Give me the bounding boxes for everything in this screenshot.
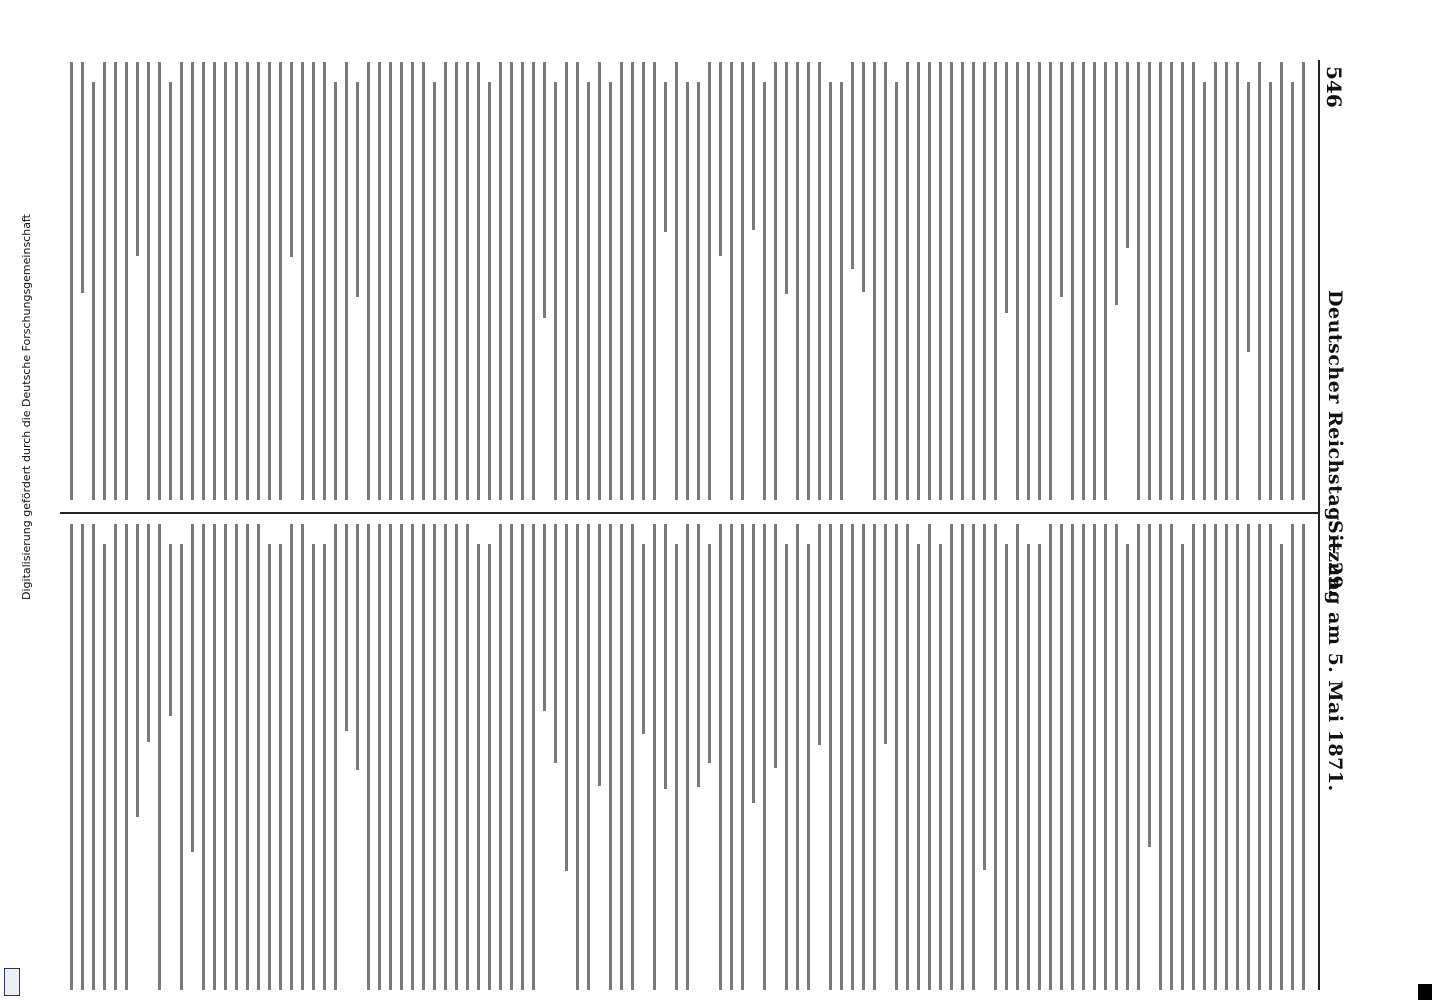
text-line <box>1082 524 1085 990</box>
text-line <box>1302 62 1305 500</box>
text-line <box>1005 62 1008 313</box>
text-line <box>257 62 260 500</box>
text-line <box>246 524 249 990</box>
text-line <box>1203 524 1206 990</box>
text-line <box>1236 524 1239 990</box>
text-line <box>114 62 117 500</box>
text-line <box>1027 62 1030 500</box>
text-line <box>1137 524 1140 990</box>
text-line <box>1126 544 1129 990</box>
text-line <box>136 524 139 817</box>
text-line <box>510 62 513 500</box>
text-line <box>873 524 876 990</box>
text-line <box>466 524 469 990</box>
digitization-credit: Digitalisierung gefördert durch die Deutsche Forschungsgemeinschaft <box>20 214 33 600</box>
text-line <box>213 62 216 500</box>
text-line <box>554 524 557 763</box>
text-line <box>444 524 447 990</box>
text-line <box>1280 544 1283 990</box>
text-line <box>1071 62 1074 500</box>
text-line <box>1159 524 1162 990</box>
text-line <box>1137 62 1140 500</box>
text-line <box>708 544 711 763</box>
text-line <box>1038 62 1041 500</box>
text-line <box>1258 62 1261 500</box>
text-line <box>213 524 216 990</box>
page-number: 546 <box>1322 66 1346 108</box>
text-line <box>653 62 656 500</box>
text-line <box>1291 82 1294 500</box>
text-line <box>675 544 678 990</box>
text-line <box>1214 524 1217 990</box>
text-line <box>1115 62 1118 305</box>
text-line <box>169 82 172 500</box>
text-line <box>664 524 667 789</box>
text-line <box>235 524 238 990</box>
text-line <box>763 82 766 500</box>
text-line <box>554 82 557 500</box>
text-line <box>1203 82 1206 500</box>
text-line <box>378 62 381 500</box>
text-line <box>279 544 282 990</box>
text-line <box>367 524 370 990</box>
text-line <box>697 524 700 787</box>
text-line <box>928 62 931 500</box>
text-line <box>763 524 766 990</box>
text-line <box>147 62 150 500</box>
text-line <box>928 524 931 990</box>
text-line <box>686 524 689 990</box>
column-separator <box>60 512 1320 514</box>
text-line <box>565 62 568 500</box>
text-line <box>202 524 205 990</box>
text-line <box>389 524 392 990</box>
text-line <box>1280 62 1283 500</box>
text-line <box>510 524 513 990</box>
text-line <box>103 544 106 990</box>
text-line <box>1016 524 1019 990</box>
text-line <box>1170 62 1173 500</box>
running-title: Deutscher Reichstag. — 29. <box>1324 290 1346 597</box>
text-line <box>345 524 348 731</box>
text-line <box>873 62 876 500</box>
text-line <box>125 524 128 990</box>
text-line <box>1115 524 1118 990</box>
text-line <box>972 524 975 990</box>
text-line <box>642 544 645 734</box>
text-line <box>1302 524 1305 990</box>
text-line <box>741 62 744 500</box>
text-line <box>1258 524 1261 990</box>
text-line <box>224 62 227 500</box>
text-line <box>675 62 678 500</box>
text-line <box>609 524 612 990</box>
text-line <box>323 544 326 990</box>
text-line <box>422 62 425 500</box>
text-line <box>356 82 359 297</box>
text-line <box>631 62 634 500</box>
text-line <box>323 62 326 500</box>
text-line <box>752 62 755 230</box>
text-line <box>543 62 546 318</box>
text-line <box>1181 544 1184 990</box>
text-line <box>532 62 535 500</box>
text-line <box>587 524 590 990</box>
text-line <box>1016 62 1019 500</box>
text-line <box>774 524 777 768</box>
text-line <box>246 62 249 500</box>
text-line <box>400 62 403 500</box>
text-line <box>147 524 150 742</box>
text-line <box>697 82 700 500</box>
text-line <box>884 524 887 744</box>
text-line <box>356 524 359 770</box>
text-line <box>191 62 194 500</box>
text-line <box>1181 62 1184 500</box>
text-line <box>1104 524 1107 990</box>
text-line <box>1247 524 1250 990</box>
text-line <box>1049 524 1052 990</box>
text-line <box>521 62 524 500</box>
text-line <box>389 62 392 500</box>
text-line <box>774 62 777 500</box>
text-line <box>1049 62 1052 500</box>
text-line <box>1126 62 1129 248</box>
text-line <box>961 62 964 500</box>
text-line <box>884 62 887 500</box>
text-line <box>312 62 315 500</box>
text-line <box>345 62 348 500</box>
text-line <box>686 82 689 500</box>
text-line <box>631 524 634 990</box>
text-line <box>994 524 997 990</box>
text-line <box>92 524 95 990</box>
text-line <box>730 62 733 500</box>
text-line <box>543 524 546 711</box>
text-line <box>92 82 95 500</box>
text-line <box>939 544 942 990</box>
text-line <box>1027 544 1030 990</box>
text-line <box>499 524 502 990</box>
text-line <box>180 62 183 500</box>
text-line <box>70 524 73 990</box>
text-line <box>334 524 337 990</box>
text-line <box>653 524 656 990</box>
text-line <box>664 82 667 232</box>
text-line <box>1269 524 1272 990</box>
text-line <box>796 62 799 500</box>
text-line <box>279 62 282 500</box>
text-line <box>158 524 161 990</box>
text-line <box>499 62 502 500</box>
text-line <box>576 524 579 990</box>
text-line <box>840 82 843 500</box>
text-line <box>950 62 953 500</box>
text-line <box>455 62 458 500</box>
text-line <box>565 524 568 871</box>
text-line <box>1093 62 1096 500</box>
text-line <box>829 82 832 500</box>
text-line <box>862 62 865 292</box>
text-line <box>576 62 579 500</box>
text-line <box>433 82 436 500</box>
text-line <box>257 524 260 990</box>
text-line <box>70 62 73 500</box>
text-line <box>477 544 480 990</box>
text-line <box>895 524 898 990</box>
text-line <box>488 544 491 990</box>
text-line <box>851 524 854 990</box>
text-line <box>719 62 722 256</box>
text-line <box>961 524 964 990</box>
text-line <box>1170 524 1173 990</box>
text-line <box>730 524 733 990</box>
text-line <box>1291 524 1294 990</box>
text-line <box>708 62 711 500</box>
text-line <box>312 544 315 990</box>
text-line <box>906 62 909 500</box>
text-line <box>411 62 414 500</box>
text-line <box>488 82 491 500</box>
text-line <box>400 524 403 990</box>
text-line <box>301 62 304 500</box>
scan-corner-mark <box>1418 984 1432 1000</box>
text-line <box>169 544 172 716</box>
text-line <box>741 524 744 990</box>
dfg-logo-icon <box>4 968 20 996</box>
text-line <box>466 62 469 500</box>
text-line <box>818 62 821 500</box>
text-line <box>807 62 810 500</box>
text-line <box>917 544 920 990</box>
text-line <box>532 524 535 990</box>
text-line <box>609 82 612 500</box>
text-line <box>191 524 194 852</box>
text-line <box>1148 524 1151 847</box>
text-line <box>1236 62 1239 500</box>
text-line <box>598 524 601 786</box>
text-line <box>620 524 623 990</box>
text-line <box>290 62 293 257</box>
text-line <box>1071 524 1074 990</box>
text-line <box>411 524 414 990</box>
text-line <box>752 524 755 803</box>
text-line <box>1060 524 1063 990</box>
text-line <box>1247 82 1250 352</box>
text-line <box>444 62 447 500</box>
text-line <box>818 524 821 745</box>
text-line <box>1225 524 1228 990</box>
text-line <box>785 544 788 990</box>
text-line <box>840 524 843 990</box>
text-line <box>906 524 909 990</box>
text-line <box>125 62 128 500</box>
text-line <box>455 524 458 990</box>
text-line <box>994 62 997 500</box>
text-line <box>851 62 854 269</box>
header-rule <box>1318 60 1320 990</box>
text-line <box>785 62 788 294</box>
text-line <box>983 524 986 870</box>
text-line <box>433 524 436 990</box>
text-line <box>136 62 139 256</box>
text-line <box>1093 524 1096 990</box>
session-title: Sitzung am 5. Mai 1871. <box>1324 520 1346 792</box>
text-line <box>972 62 975 500</box>
text-line <box>587 82 590 500</box>
text-line <box>268 544 271 990</box>
text-line <box>796 524 799 990</box>
text-line <box>1225 62 1228 500</box>
text-line <box>268 62 271 500</box>
text-line <box>620 62 623 500</box>
text-line <box>422 524 425 990</box>
text-line <box>807 544 810 990</box>
text-line <box>477 62 480 500</box>
text-line <box>290 524 293 990</box>
text-line <box>1214 62 1217 500</box>
text-line <box>521 524 524 990</box>
text-line <box>983 62 986 500</box>
text-line <box>202 62 205 500</box>
text-line <box>862 524 865 990</box>
text-line <box>895 82 898 500</box>
text-line <box>642 62 645 500</box>
text-line <box>81 524 84 990</box>
text-line <box>180 544 183 990</box>
text-line <box>1159 62 1162 500</box>
text-line <box>1005 544 1008 990</box>
text-line <box>598 62 601 500</box>
text-line <box>103 62 106 500</box>
text-line <box>367 62 370 500</box>
text-line <box>1060 62 1063 297</box>
text-line <box>114 524 117 990</box>
text-line <box>829 524 832 990</box>
text-line <box>224 524 227 990</box>
text-line <box>1269 82 1272 500</box>
text-line <box>378 524 381 990</box>
text-line <box>1082 62 1085 500</box>
text-line <box>950 524 953 990</box>
text-line <box>1038 544 1041 990</box>
text-line <box>1192 524 1195 990</box>
text-line <box>1192 62 1195 500</box>
text-line <box>939 62 942 500</box>
text-line <box>81 62 84 293</box>
text-line <box>301 524 304 990</box>
text-line <box>158 62 161 500</box>
text-line <box>235 62 238 500</box>
text-line <box>1104 62 1107 500</box>
text-line <box>917 62 920 500</box>
text-line <box>719 524 722 990</box>
text-line <box>1148 62 1151 500</box>
text-line <box>334 82 337 500</box>
